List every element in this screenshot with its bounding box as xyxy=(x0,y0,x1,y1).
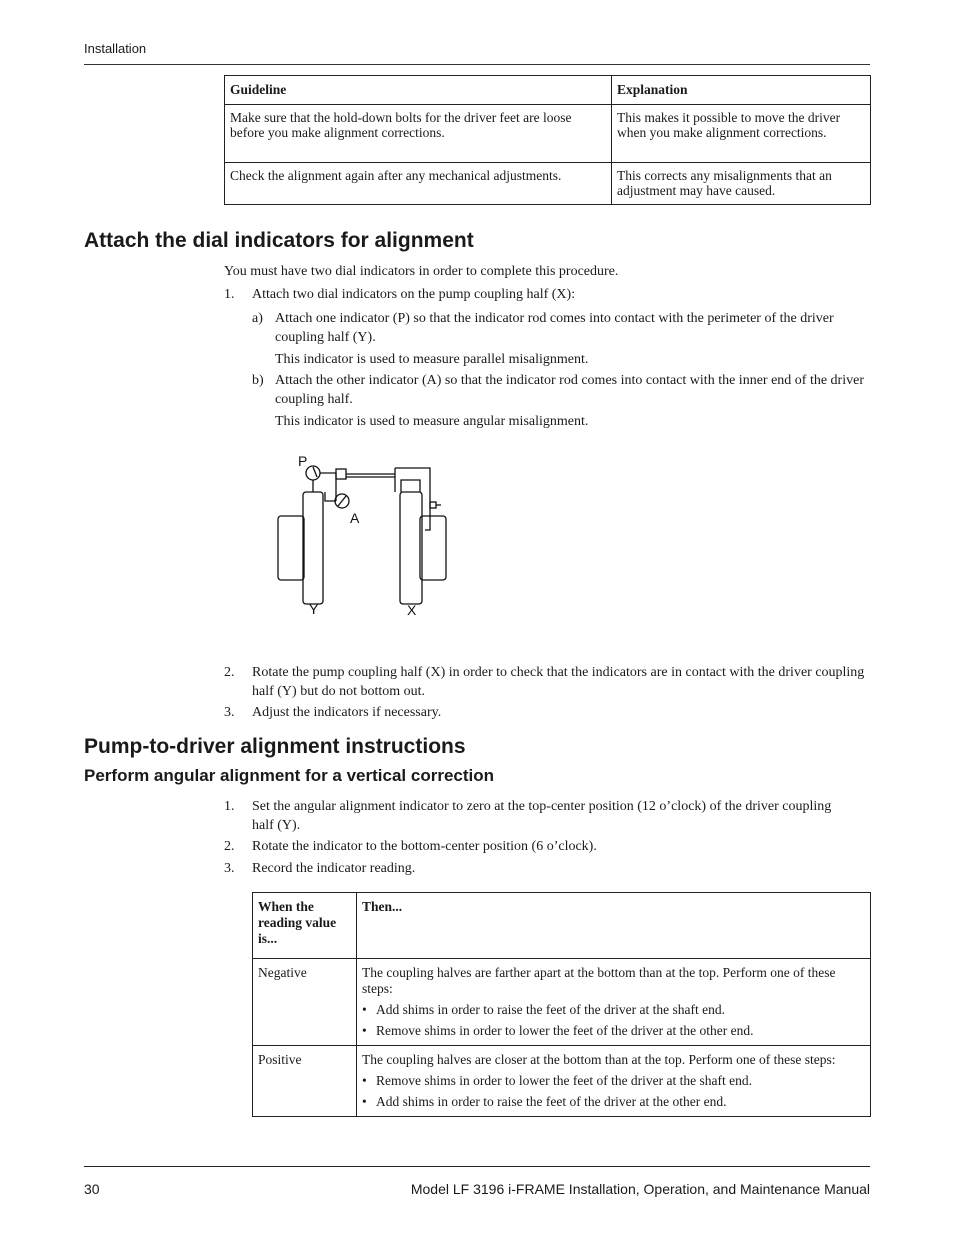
table-row xyxy=(253,959,871,1046)
bullet-list xyxy=(362,1002,865,1039)
section-heading-dial: Attach the dial indicators for alignment xyxy=(84,229,474,252)
table-row xyxy=(225,104,871,162)
list-item-text: Add shims in order to raise the feet of the driver at the other end. xyxy=(376,1094,727,1109)
list-item xyxy=(362,1094,865,1110)
table-cell: Make sure that the hold-down bolts for the driver feet are loose before you make alignment corrections. xyxy=(225,104,612,162)
page-number: 30 xyxy=(84,1181,100,1197)
substep-text: Attach one indicator (P) so that the indicator rod comes into contact with the perimeter of the driver coupling half (Y). xyxy=(275,311,834,345)
subsection-heading: Perform angular alignment for a vertical correction xyxy=(84,766,495,785)
step-number: 3. xyxy=(224,861,235,876)
table-header-row xyxy=(253,893,871,959)
table-cell: Check the alignment again after any mechanical adjustments. xyxy=(225,162,612,204)
manual-title: Model LF 3196 i-FRAME Installation, Operation, and Maintenance Manual xyxy=(410,1181,870,1197)
step-number: 3. xyxy=(224,705,235,720)
section-heading-pump: Pump-to-driver alignment instructions xyxy=(84,735,466,758)
pump-hub-outline xyxy=(420,516,446,580)
row-description: The coupling halves are closer at the bottom than at the top. Perform one of these steps: xyxy=(362,1052,836,1067)
running-head: Installation xyxy=(84,41,147,56)
step-number: 1. xyxy=(224,799,235,814)
pump-coupling-half-outline xyxy=(400,492,422,604)
substep-text: Attach the other indicator (A) so that the indicator rod comes into contact with the inner end of the driver coupling half. xyxy=(275,373,864,407)
step-text: Attach two dial indicators on the pump coupling half (X): xyxy=(252,287,576,302)
list-item xyxy=(362,1002,865,1018)
footer-rule xyxy=(84,1166,870,1167)
table-row xyxy=(225,162,871,204)
substep-number: a) xyxy=(252,311,263,326)
step-text: Record the indicator reading. xyxy=(252,861,416,876)
step-number: 2. xyxy=(224,839,235,854)
bullet-glyph: • xyxy=(362,1023,367,1038)
table-cell xyxy=(357,1046,871,1117)
driver-hub-outline xyxy=(278,516,304,580)
column-header: Explanation xyxy=(612,76,871,105)
driver-coupling-half-outline xyxy=(303,492,323,604)
bullet-glyph: • xyxy=(362,1073,367,1088)
label-a: A xyxy=(350,510,360,526)
step-text: Set the angular alignment indicator to zero at the top-center position (12 o’clock) of the driver coupling half (Y). xyxy=(252,799,832,833)
substep-note: This indicator is used to measure parallel misalignment. xyxy=(275,352,589,367)
list-item xyxy=(362,1023,865,1039)
list-item-text: Add shims in order to raise the feet of the driver at the shaft end. xyxy=(376,1002,726,1017)
row-description: The coupling halves are farther apart at the bottom than at the top. Perform one of these steps: xyxy=(362,965,836,996)
label-x: X xyxy=(407,602,417,618)
label-y: Y xyxy=(309,601,319,617)
reading-table xyxy=(252,892,871,1117)
reading-value-cell: Negative xyxy=(253,959,357,1046)
column-header: Guideline xyxy=(225,76,612,105)
list-item-text: Remove shims in order to lower the feet of the driver at the shaft end. xyxy=(376,1073,753,1088)
label-p: P xyxy=(298,453,308,469)
table-cell xyxy=(357,959,871,1046)
column-header: When the reading value is... xyxy=(253,893,357,959)
intro-paragraph: You must have two dial indicators in order to complete this procedure. xyxy=(224,264,619,279)
list-item-text: Remove shims in order to lower the feet of the driver at the other end. xyxy=(376,1023,754,1038)
substep-number: b) xyxy=(252,373,264,388)
dial-indicator-figure xyxy=(270,450,470,620)
header-rule xyxy=(84,64,870,65)
substep-note: This indicator is used to measure angular misalignment. xyxy=(275,414,589,429)
bullet-list xyxy=(362,1073,865,1110)
table-cell: This corrects any misalignments that an adjustment may have caused. xyxy=(612,162,871,204)
reading-value-cell: Positive xyxy=(253,1046,357,1117)
column-header: Then... xyxy=(357,893,871,959)
table-header-row xyxy=(225,76,871,105)
step-number: 2. xyxy=(224,665,235,680)
bullet-glyph: • xyxy=(362,1002,367,1017)
guideline-table xyxy=(224,75,871,205)
list-item xyxy=(362,1073,865,1089)
step-text: Rotate the indicator to the bottom-center position (6 o’clock). xyxy=(252,839,597,854)
table-row xyxy=(253,1046,871,1117)
bullet-glyph: • xyxy=(362,1094,367,1109)
step-text: Adjust the indicators if necessary. xyxy=(252,705,442,720)
table-cell: This makes it possible to move the driver when you make alignment corrections. xyxy=(612,104,871,162)
step-text: Rotate the pump coupling half (X) in order to check that the indicators are in contact with the driver coupling half (Y) but do not bottom out. xyxy=(252,665,865,699)
step-number: 1. xyxy=(224,287,235,302)
